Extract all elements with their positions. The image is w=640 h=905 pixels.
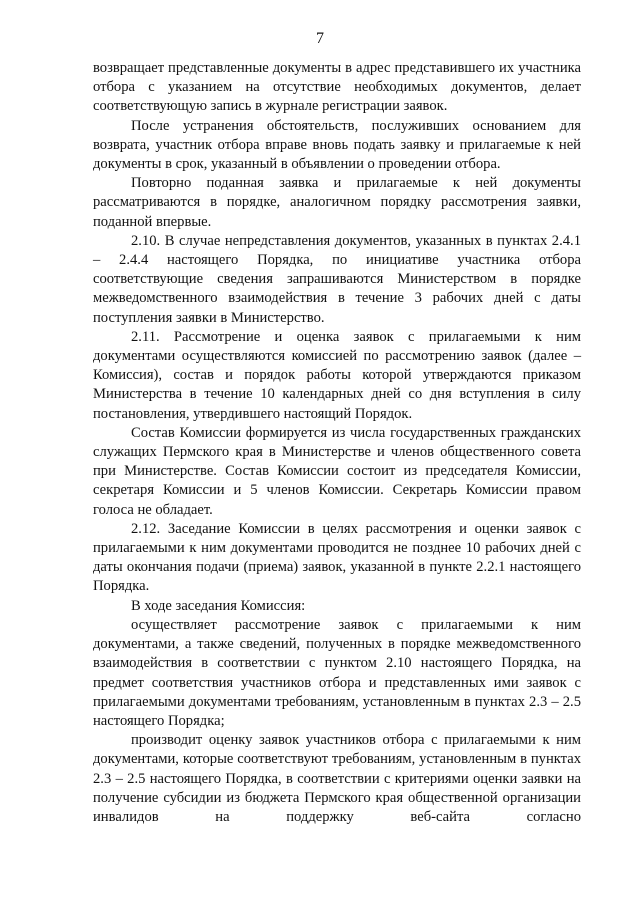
document-body <box>93 59 581 827</box>
page-number: 7 <box>316 30 324 47</box>
paragraph-2-10: 2.10. В случае непредставления документов, указанных в пунктах 2.4.1 – 2.4.4 настоящего Порядка, по инициативе участника отбора соответствующие сведения запрашиваются Министерством в порядке межведомственного взаимодействия в течение 3 рабочих дней с даты поступления заявки в Министерство. <box>93 232 581 326</box>
paragraph-evaluate-applications: производит оценку заявок участников отбора с прилагаемыми к ним документами, которые соответствуют требованиям, установленным в пунктах 2.3 – 2.5 настоящего Порядка, в соответствии с критериями оценки заявки на получение субсидии из бюджета Пермского края общественной организации инвалидов на поддержку веб-сайта согласно <box>93 732 581 825</box>
paragraph-repeated-application: Повторно поданная заявка и прилагаемые к ней документы рассматриваются в порядке, аналогичном порядку рассмотрения заявки, поданной впервые. <box>93 175 581 230</box>
paragraph-meeting-intro: В ходе заседания Комиссия: <box>131 597 306 614</box>
paragraph-review-applications: осуществляет рассмотрение заявок с прилагаемыми к ним документами, а также сведений, полученных в порядке межведомственного взаимодействия в соответствии с пунктом 2.10 настоящего Порядка, на предмет соответствия участников отбора и представленных ими заявок с прилагаемыми документами требованиям, установленным в пунктах 2.3 – 2.5 настоящего Порядка; <box>93 616 581 729</box>
paragraph-return-documents: возвращает представленные документы в адрес представившего их участника отбора с указанием на отсутствие необходимых документов, делает соответствующую запись в журнале регистрации заявок. <box>93 60 581 115</box>
paragraph-resubmission: После устранения обстоятельств, послуживших основанием для возврата, участник отбора вправе вновь подать заявку и прилагаемые к ней документы в срок, указанный в объявлении о проведении отбора. <box>93 117 581 173</box>
paragraph-commission-composition: Состав Комиссии формируется из числа государственных гражданских служащих Пермского края в Министерстве и членов общественного совета при Министерстве. Состав Комиссии состоит из председателя Комиссии, секретаря Комиссии и 5 членов Комиссии. Секретарь Комиссии правом голоса не обладает. <box>93 424 581 518</box>
paragraph-2-11: 2.11. Рассмотрение и оценка заявок с прилагаемыми к ним документами осуществляются комиссией по рассмотрению заявок (далее – Комиссия), состав и порядок работы которой утверждаются приказом Министерства в течение 10 календарных дней со дня вступления в силу постановления, утвердившего настоящий Порядок. <box>93 328 581 422</box>
paragraph-2-12: 2.12. Заседание Комиссии в целях рассмотрения и оценки заявок с прилагаемыми к ним документами проводится не позднее 10 рабочих дней с даты окончания подачи (приема) заявок, указанной в пункте 2.2.1 настоящего Порядка. <box>93 520 581 595</box>
